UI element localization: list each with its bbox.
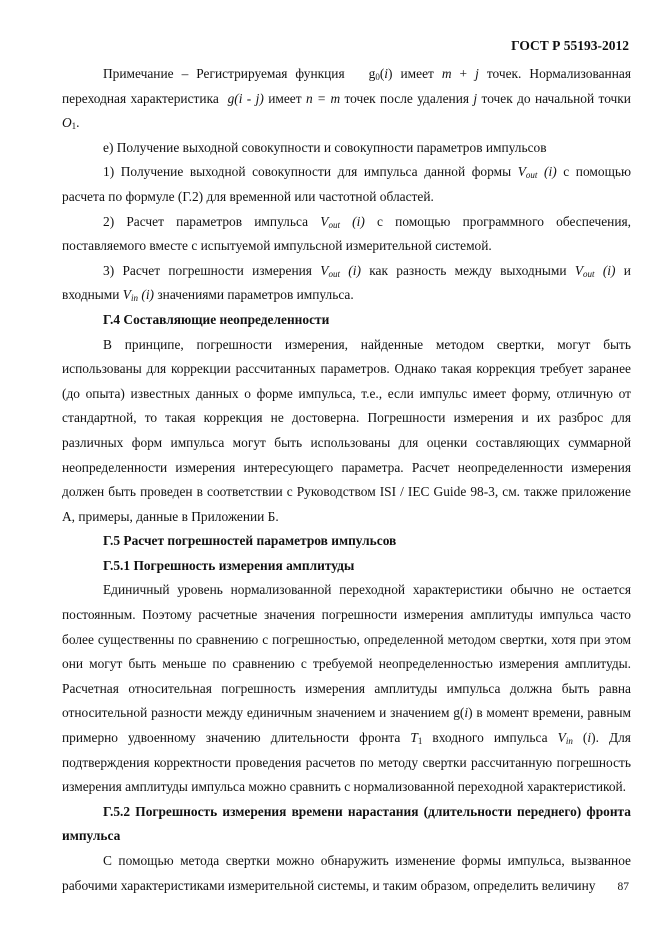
- item-1: 1) Получение выходной совокупности для импульса данной формы $V_{out}$ (i) с помощью расчета по формуле (Г.2) для временной или частотной областей.: [62, 164, 632, 204]
- item-2: 2) Расчет параметров импульса $V_{out}$ (i) с помощью программного обеспечения, поставляемого вместе с испытуемой импульсной измерительной системой.: [62, 213, 631, 254]
- page-content: [62, 62, 631, 898]
- paragraph-g51: Единичный уровень нормализованной переходной характеристики обычно не остается постоянным. Поэтому расчетные значения погрешности измерения амплитуды импульса часто более существенны по сравнению с погрешностью, определенной методом свертки, хотя при этом они могут быть меньше по сравнению с требуемой неопределенностью измерения амплитуды. Расчетная относительная погрешность измерения амплитуды импульса должна быть равна относительной разности между единичным значением и значением g(i) в момент времени, равным примерно удвоенному значению длительности фронта $T_1$ входного импульса $V_{in}$ (i). Для подтверждения корректности проведения расчетов по методу свертки рассчитанную погрешность измерения амплитуды импульса можно сравнить с нормализованной переходной характеристикой.: [62, 582, 631, 795]
- heading-g52: Г.5.2 Погрешность измерения времени нарастания (длительности переднего) фронта импульса: [62, 803, 631, 844]
- heading-g4: Г.4 Составляющие неопределенности: [103, 311, 330, 327]
- paragraph-g52: С помощью метода свертки можно обнаружить изменение формы импульса, вызванное рабочими характеристиками измерительной системы, и таким образом, определить величину: [62, 853, 631, 893]
- page-number: 87: [617, 881, 629, 893]
- heading-g51: Г.5.1 Погрешность измерения амплитуды: [103, 557, 355, 573]
- heading-g5: Г.5 Расчет погрешностей параметров импульсов: [103, 533, 397, 549]
- paragraph-g4: В принципе, погрешности измерения, найденные методом свертки, могут быть использованы для коррекции рассчитанных параметров. Однако такая коррекция требует заранее (до опыта) известных данных о форме импульса, т.е., если импульс имеет форму, отличную от стандартной, то такая коррекция не достоверна. Погрешности измерения и их разброс для различных форм импульса могут быть использованы для оценки составляющих суммарной неопределенности измерения интересующего параметра. Расчет неопределенности измерения должен быть проведен в соответствии с Руководством ISI / IEC Guide 98-3, см. также приложение А, примеры, данные в Приложении Б.: [62, 336, 631, 524]
- item-e: е) Получение выходной совокупности и совокупности параметров импульсов: [103, 139, 547, 155]
- note-paragraph: Примечание – Регистрируемая функция $g_0(i)$ имеет m + j точек. Нормализованная переходная характеристика g(i - j) имеет n = m точек после удаления j точек до начальной точки $O_1$.: [62, 66, 631, 132]
- standard-header: ГОСТ Р 55193-2012: [511, 38, 629, 53]
- item-3: 3) Расчет погрешности измерения $V_{out}$ (i) как разность между выходными $V_{out}$ (i) и входными $V_{in}$ (i) значениями параметров импульса.: [62, 262, 631, 304]
